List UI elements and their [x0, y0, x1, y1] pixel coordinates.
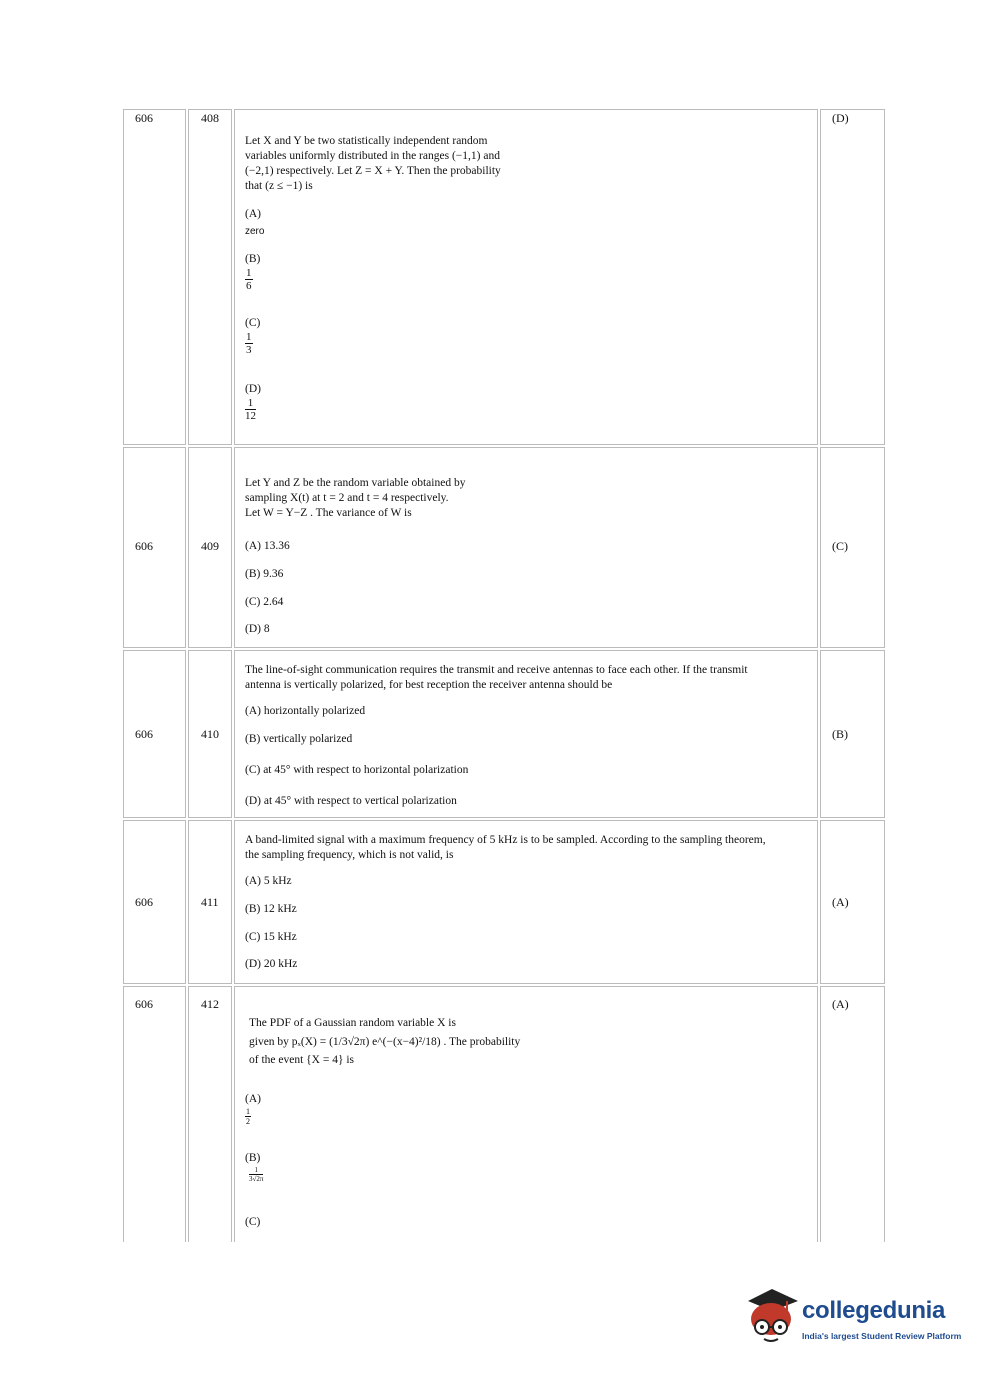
- option-fraction: $\frac{1}{3√2\pi}$: [249, 1166, 264, 1183]
- option-c: [245, 1215, 260, 1230]
- answer-key: (C): [832, 539, 848, 553]
- option-b: (B) 12 kHz: [245, 903, 297, 915]
- option-a: [245, 1092, 261, 1129]
- paper-code-cell: [123, 986, 186, 1242]
- question-row-408: [123, 109, 885, 445]
- question-number: 411: [201, 895, 219, 909]
- question-number: 410: [201, 727, 219, 741]
- question-number: 408: [201, 111, 219, 125]
- question-line: of the event {X = 4} is: [249, 1054, 355, 1066]
- option-fraction: $\frac{1}{2}$: [246, 1107, 250, 1126]
- question-line: variables uniformly distributed in the ranges (−1,1) and: [245, 150, 500, 162]
- question-number-cell: [188, 109, 232, 445]
- question-line: The PDF of a Gaussian random variable X is: [249, 1017, 456, 1029]
- mascot-icon: [742, 1283, 800, 1345]
- question-line: A band-limited signal with a maximum frequency of 5 kHz is to be sampled. According to the sampling theorem,: [245, 834, 766, 846]
- option-c: (C) at 45° with respect to horizontal polarization: [245, 764, 469, 776]
- paper-code: 606: [135, 997, 153, 1011]
- paper-code: 606: [135, 539, 153, 553]
- question-row-409: [123, 447, 885, 648]
- question-line: antenna is vertically polarized, for best reception the receiver antenna should be: [245, 679, 613, 691]
- question-row-412: [123, 986, 885, 1242]
- paper-code: 606: [135, 727, 153, 741]
- question-line: The line-of-sight communication requires the transmit and receive antennas to face each other. If the transmit: [245, 664, 748, 676]
- option-c: (C) 15 kHz: [245, 931, 297, 943]
- question-line: Let W = Y−Z . The variance of W is: [245, 507, 412, 519]
- question-line: the sampling frequency, which is not valid, is: [245, 849, 454, 861]
- option-label: (A): [245, 1093, 261, 1105]
- question-row-411: [123, 820, 885, 984]
- collegedunia-logo: [742, 1283, 972, 1353]
- brand-name: collegedunia: [802, 1297, 946, 1324]
- question-number: 409: [201, 539, 219, 553]
- option-label: (D): [245, 383, 261, 395]
- option-label: (A): [245, 208, 261, 220]
- answer-cell: [820, 109, 885, 445]
- paper-code-cell: [123, 447, 186, 648]
- question-line: given by pₓ(X) = (1/3√2π) e^(−(x−4)²/18) . The probability: [249, 1036, 521, 1048]
- question-line: (−2,1) respectively. Let Z = X + Y. Then the probability: [245, 165, 501, 177]
- option-d: (D) 20 kHz: [245, 958, 298, 970]
- option-a: (A) horizontally polarized: [245, 705, 366, 717]
- option-b: (B) 9.36: [245, 568, 284, 580]
- option-fraction: $\frac{1}{3}$: [246, 331, 252, 356]
- paper-code: 606: [135, 111, 153, 125]
- brand-tagline: India's largest Student Review Platform: [802, 1331, 962, 1341]
- option-c: [245, 316, 260, 358]
- option-b: [245, 252, 260, 294]
- question-line: Let Y and Z be the random variable obtained by: [245, 477, 466, 489]
- option-b: (B) vertically polarized: [245, 733, 353, 745]
- question-text: [245, 476, 465, 521]
- paper-code: 606: [135, 895, 153, 909]
- question-row-410: [123, 650, 885, 818]
- option-c: (C) 2.64: [245, 596, 284, 608]
- question-number: 412: [201, 997, 219, 1011]
- option-a: (A) 13.36: [245, 540, 290, 552]
- question-text: [245, 663, 748, 693]
- question-number-cell: [188, 986, 232, 1242]
- paper-code-cell: [123, 650, 186, 818]
- option-label: (B): [245, 1152, 261, 1164]
- paper-code-cell: [123, 820, 186, 984]
- option-d: (D) at 45° with respect to vertical polarization: [245, 795, 457, 807]
- question-line: Let X and Y be two statistically independent random: [245, 135, 488, 147]
- question-line: that (z ≤ −1) is: [245, 180, 313, 192]
- option-fraction: $\frac{1}{6}$: [246, 267, 252, 292]
- answer-key: (A): [832, 895, 849, 909]
- answer-cell: [820, 650, 885, 818]
- option-b: [245, 1151, 263, 1186]
- option-label: (C): [245, 317, 261, 329]
- option-label: (B): [245, 253, 261, 265]
- option-d: [245, 382, 261, 424]
- option-value: zero: [245, 226, 265, 237]
- paper-code-cell: [123, 109, 186, 445]
- answer-cell: [820, 447, 885, 648]
- option-fraction: $\frac{1}{12}$: [245, 397, 256, 422]
- question-line: sampling X(t) at t = 2 and t = 4 respectively.: [245, 492, 449, 504]
- option-a: (A) 5 kHz: [245, 875, 292, 887]
- question-text: [249, 1016, 520, 1068]
- answer-cell: [820, 986, 885, 1242]
- answer-cell: [820, 820, 885, 984]
- answer-key: (A): [832, 997, 849, 1011]
- option-d: (D) 8: [245, 623, 270, 635]
- option-label: (C): [245, 1216, 261, 1228]
- question-text: [245, 833, 766, 863]
- answer-key: (B): [832, 727, 848, 741]
- option-a: [245, 207, 264, 239]
- question-text: [245, 134, 501, 194]
- answer-key: (D): [832, 111, 849, 125]
